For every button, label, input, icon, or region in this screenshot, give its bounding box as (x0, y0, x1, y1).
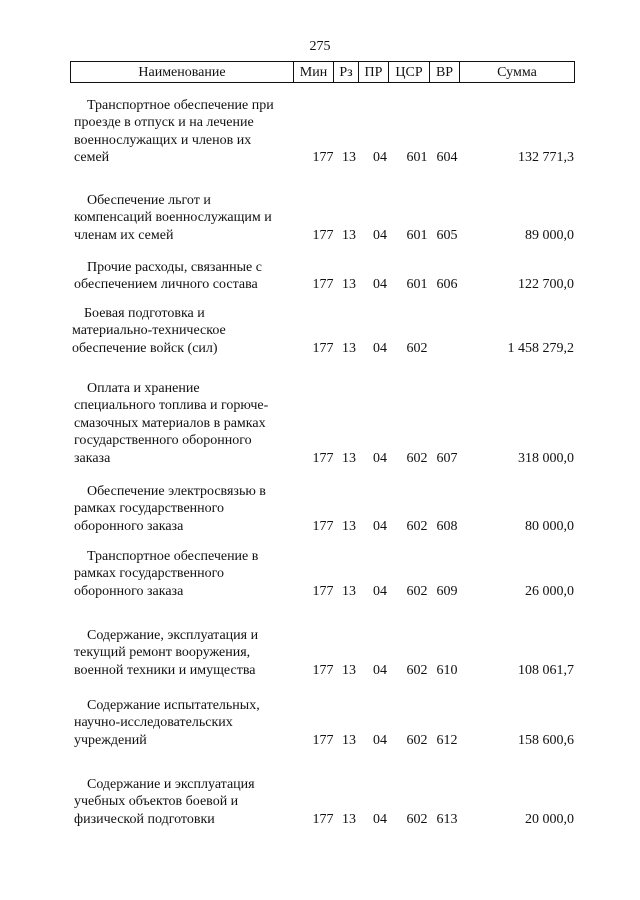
row-min: 177 (312, 277, 334, 293)
row-pr: 04 (373, 450, 387, 466)
row-name-line: оборонного заказа (74, 583, 184, 599)
header-name: Наименование (71, 62, 294, 82)
row-name (74, 776, 255, 828)
row-name-line: военной техники и имущества (74, 662, 256, 678)
row-name (74, 548, 258, 600)
row-name-line: научно-исследовательских (74, 715, 233, 731)
row-name (72, 305, 226, 357)
row-name-line: Обеспечение льгот и (87, 193, 211, 208)
row-min: 177 (312, 340, 334, 356)
row-sum: 122 700,0 (518, 277, 574, 293)
row-name-line: смазочных материалов в рамках (74, 415, 266, 431)
row-sum: 89 000,0 (525, 227, 574, 243)
table-row (0, 627, 640, 679)
row-name-line: текущий ремонт вооружения, (74, 645, 251, 661)
row-name-line: Транспортное обеспечение при (87, 98, 274, 113)
row-rz: 13 (342, 227, 356, 243)
table-row (0, 697, 640, 749)
row-name-line: Транспортное обеспечение в (87, 549, 259, 564)
table-row (0, 305, 640, 357)
row-vr: 613 (436, 811, 458, 827)
table-row (0, 548, 640, 600)
row-rz: 13 (342, 340, 356, 356)
row-min: 177 (312, 811, 334, 827)
row-min: 177 (312, 583, 334, 599)
table-row (0, 97, 640, 167)
header-csr: ЦСР (389, 62, 430, 82)
row-sum: 26 000,0 (525, 583, 574, 599)
row-vr: 609 (436, 583, 458, 599)
row-vr: 605 (436, 227, 458, 243)
row-name-line: учебных объектов боевой и (74, 794, 239, 810)
row-min: 177 (312, 450, 334, 466)
row-name-line: Обеспечение электросвязью в (87, 484, 266, 499)
row-pr: 04 (373, 811, 387, 827)
row-rz: 13 (342, 662, 356, 678)
header-vr: ВР (430, 62, 460, 82)
row-csr: 602 (406, 811, 428, 827)
row-sum: 108 061,7 (518, 662, 574, 678)
row-vr: 607 (436, 450, 458, 466)
row-sum: 158 600,6 (518, 732, 574, 748)
row-vr: 610 (436, 662, 458, 678)
row-name-line: обеспечением личного состава (74, 277, 258, 293)
row-csr: 602 (406, 518, 428, 534)
row-name (74, 697, 260, 749)
row-name-line: оборонного заказа (74, 518, 184, 534)
row-name-line: семей (74, 150, 110, 166)
row-rz: 13 (342, 150, 356, 166)
row-pr: 04 (373, 277, 387, 293)
row-csr: 602 (406, 450, 428, 466)
table-row (0, 776, 640, 828)
row-csr: 601 (406, 277, 428, 293)
row-rz: 13 (342, 450, 356, 466)
row-sum: 318 000,0 (518, 450, 574, 466)
row-name-line: Прочие расходы, связанные с (87, 260, 262, 275)
row-min: 177 (312, 518, 334, 534)
row-name (74, 483, 266, 535)
header-sum: Сумма (497, 65, 537, 80)
header-pr: ПР (359, 62, 389, 82)
row-sum: 132 771,3 (518, 150, 574, 166)
row-sum: 1 458 279,2 (507, 340, 574, 356)
row-name-line: учреждений (74, 732, 147, 748)
row-min: 177 (312, 662, 334, 678)
row-csr: 601 (406, 227, 428, 243)
row-name (74, 259, 262, 294)
row-pr: 04 (373, 340, 387, 356)
row-rz: 13 (342, 518, 356, 534)
row-rz: 13 (342, 277, 356, 293)
row-name-line: членам их семей (74, 227, 174, 243)
row-pr: 04 (373, 583, 387, 599)
row-name-line: военнослужащих и членов их (74, 132, 252, 148)
row-csr: 602 (406, 583, 428, 599)
table-row (0, 380, 640, 467)
page-number: 275 (309, 39, 331, 54)
row-csr: 602 (406, 340, 428, 356)
row-min: 177 (312, 150, 334, 166)
row-pr: 04 (373, 150, 387, 166)
row-csr: 602 (406, 732, 428, 748)
row-name-line: проезде в отпуск и на лечение (74, 115, 254, 131)
row-name (74, 380, 268, 467)
table-row (0, 259, 640, 294)
row-name-line: компенсаций военнослужащим и (74, 210, 272, 226)
row-name-line: обеспечение войск (сил) (72, 340, 218, 356)
row-name-line: Содержание, эксплуатация и (87, 628, 259, 643)
row-name-line: рамках государственного (74, 566, 225, 582)
row-pr: 04 (373, 518, 387, 534)
row-name (74, 192, 272, 244)
row-min: 177 (312, 732, 334, 748)
row-vr: 604 (436, 150, 458, 166)
row-pr: 04 (373, 732, 387, 748)
row-csr: 602 (406, 662, 428, 678)
row-rz: 13 (342, 811, 356, 827)
header-min: Мин (294, 62, 334, 82)
row-name-line: заказа (74, 450, 111, 466)
row-name-line: специального топлива и горюче- (74, 398, 269, 414)
table-row (0, 483, 640, 535)
row-name-line: Оплата и хранение (87, 381, 200, 396)
row-pr: 04 (373, 227, 387, 243)
row-sum: 80 000,0 (525, 518, 574, 534)
row-name-line: материально-техническое (72, 323, 226, 339)
row-vr: 608 (436, 518, 458, 534)
row-sum: 20 000,0 (525, 811, 574, 827)
table-row (0, 192, 640, 244)
row-rz: 13 (342, 583, 356, 599)
table-header (70, 61, 575, 83)
row-pr: 04 (373, 662, 387, 678)
row-name-line: государственного оборонного (74, 433, 252, 449)
row-name-line: Содержание и эксплуатация (87, 777, 255, 792)
row-name-line: физической подготовки (74, 811, 215, 827)
row-csr: 601 (406, 150, 428, 166)
row-rz: 13 (342, 732, 356, 748)
header-rz: Рз (334, 62, 359, 82)
row-name-line: рамках государственного (74, 501, 225, 517)
row-min: 177 (312, 227, 334, 243)
row-name (74, 627, 258, 679)
row-vr: 612 (436, 732, 458, 748)
row-name-line: Боевая подготовка и (84, 306, 205, 321)
row-name (74, 97, 274, 167)
row-name-line: Содержание испытательных, (87, 698, 260, 713)
row-vr: 606 (436, 277, 458, 293)
